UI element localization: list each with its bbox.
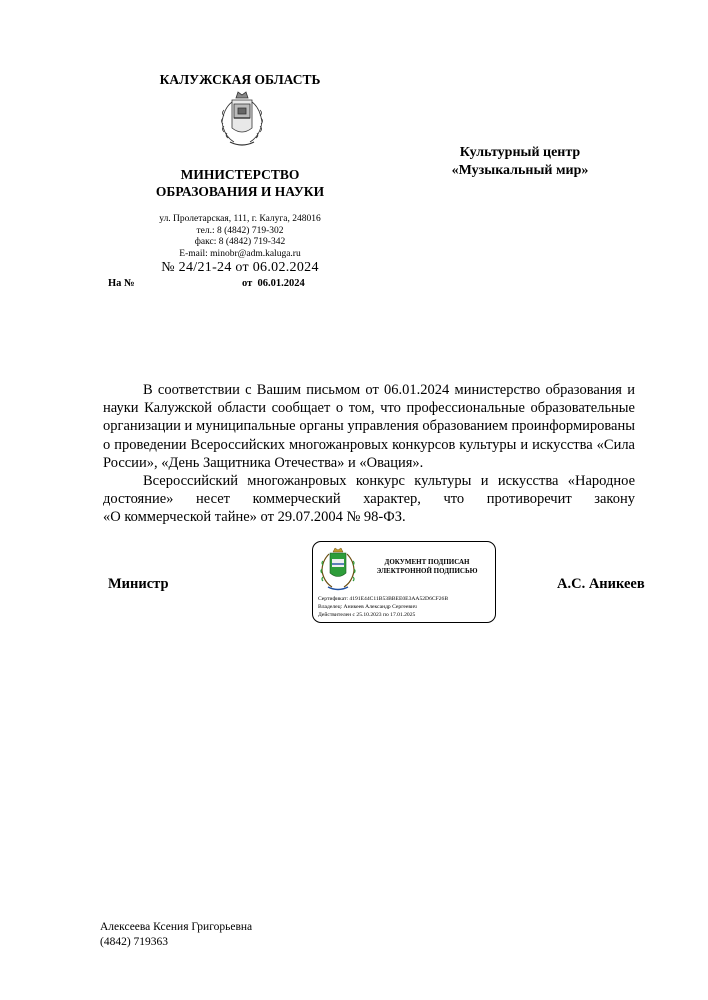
ministry-line1: МИНИСТЕРСТВО (180, 167, 300, 182)
reference-ot-date: 06.01.2024 (257, 278, 305, 289)
coat-of-arms-icon (214, 88, 270, 152)
sender-phone: тел.: 8 (4842) 719-302 (196, 225, 284, 236)
body-paragraph-2a: Всероссийский многожанровых конкурс культуры и искусства «Народное достояние» несет коммерческий характер, что противоречит закону (103, 473, 635, 508)
executor-phone: (4842) 719363 (100, 936, 169, 948)
electronic-signature-stamp (312, 541, 496, 623)
stamp-validity: Действителен с 25.10.2023 по 17.01.2025 (318, 612, 416, 618)
reference-na-label: На № (108, 278, 135, 289)
sender-address: ул. Пролетарская, 111, г. Калуга, 248016 (159, 214, 321, 224)
signatory-title: Министр (108, 576, 169, 592)
stamp-certificate: Сертификат: 4191E44C11B53BBEE0E3AA52D6CF26B (318, 596, 449, 602)
sender-contacts (110, 214, 370, 260)
executor (100, 920, 252, 950)
sender-region: КАЛУЖСКАЯ ОБЛАСТЬ (159, 72, 321, 87)
body-paragraph-1: В соответствии с Вашим письмом от 06.01.2024 министерство образования и науки Калужской области сообщает о том, что профессиональные образовательные организации и муниципальные органы управления образованием проинформированы о проведении Всероссийских многожанровых конкурсов культуры и искусства «Сила России», «День Защитника Отечества» и «Овация». (103, 382, 635, 471)
stamp-title-line2: ЭЛЕКТРОННОЙ ПОДПИСЬЮ (376, 567, 478, 575)
sender-fax: факс: 8 (4842) 719-342 (194, 237, 286, 247)
reference-date (242, 278, 305, 289)
addressee-line2: «Музыкальный мир» (451, 163, 589, 178)
stamp-details (318, 595, 494, 619)
stamp-title-line1: ДОКУМЕНТ ПОДПИСАН (384, 558, 470, 566)
ministry-line2: ОБРАЗОВАНИЯ И НАУКИ (155, 184, 325, 199)
sender-email: E-mail: minobr@adm.kaluga.ru (179, 248, 301, 259)
letter-body (103, 381, 635, 527)
reference-ot-label: от (242, 278, 253, 289)
registration-number: № 24/21-24 от 06.02.2024 (161, 260, 319, 275)
addressee-line1: Культурный центр (459, 145, 581, 160)
stamp-title (363, 558, 491, 576)
ministry-name (110, 166, 370, 200)
addressee (420, 144, 620, 180)
executor-name: Алексеева Ксения Григорьевна (100, 921, 253, 933)
body-paragraph-2b: «О коммерческой тайне» от 29.07.2004 № 98-ФЗ. (103, 509, 406, 526)
kaluga-coat-of-arms-icon (318, 547, 358, 593)
stamp-owner: Владелец: Аникеев Александр Сергеевич (318, 604, 417, 610)
signatory-name: А.С. Аникеев (557, 576, 645, 592)
